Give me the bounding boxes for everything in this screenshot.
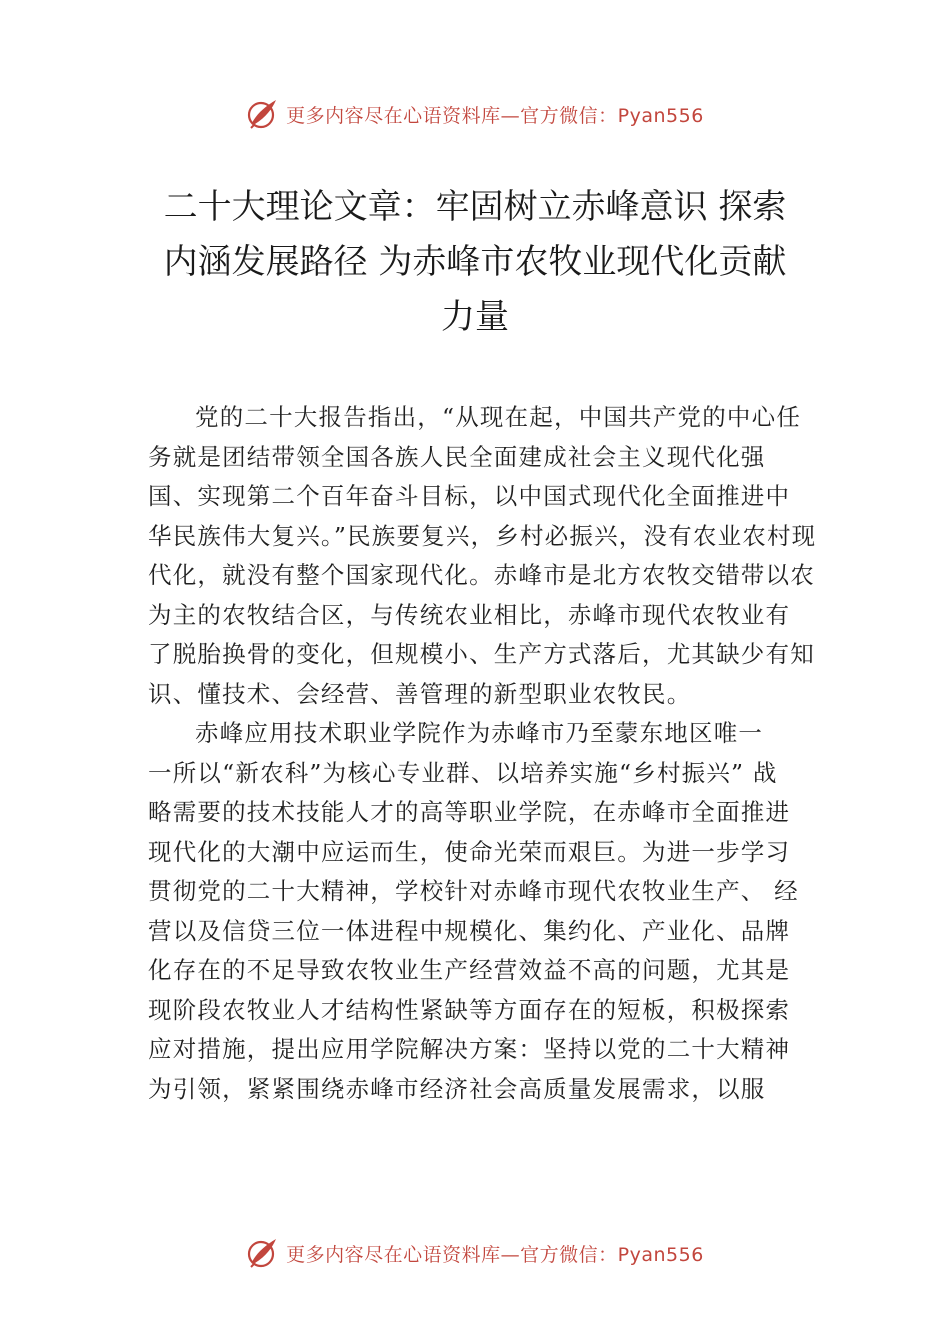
- paragraph-line: 赤峰应用技术职业学院作为赤峰市乃至蒙东地区唯一: [195, 719, 764, 747]
- header-banner-text: 更多内容尽在心语资料库—官方微信：Pyan556: [286, 104, 704, 127]
- paragraph-line: 党的二十大报告指出，“从现在起，中国共产党的中心任: [195, 403, 802, 431]
- footer-banner-text: 更多内容尽在心语资料库—官方微信：Pyan556: [286, 1243, 704, 1266]
- paragraph-line: 识、懂技术、会经营、善管理的新型职业农牧民。: [148, 679, 692, 708]
- title-line: 力量: [441, 297, 509, 337]
- paragraph-line: 为主的农牧结合区，与传统农业相比，赤峰市现代农牧业有: [148, 600, 791, 629]
- paragraph-line: 为引领，紧紧围绕赤峰市经济社会高质量发展需求，以服: [148, 1074, 766, 1103]
- paragraph-line: 一所以“新农科”为核心专业群、以培养实施“乡村振兴” 战: [148, 758, 778, 787]
- wechat-id: Pyan556: [617, 104, 704, 127]
- article-body: [148, 398, 828, 1109]
- header-banner: [0, 94, 950, 134]
- paragraph-line: 务就是团结带领全国各族人民全面建成社会主义现代化强: [148, 442, 766, 471]
- paragraph-line: 现阶段农牧业人才结构性紧缺等方面存在的短板，积极探索: [148, 995, 791, 1024]
- paragraph-line: 华民族伟大复兴。”民族要复兴，乡村必振兴，没有农业农村现: [148, 521, 817, 550]
- paragraph-line: 营以及信贷三位一体进程中规模化、集约化、产业化、品牌: [148, 916, 791, 945]
- paragraph-line: 贯彻党的二十大精神，学校针对赤峰市现代农牧业生产、 经: [148, 877, 799, 905]
- paragraph-line: 代化，就没有整个国家现代化。赤峰市是北方农牧交错带以农: [148, 561, 815, 589]
- quill-logo-icon: [246, 97, 280, 131]
- footer-banner: [0, 1233, 950, 1273]
- page-title: [140, 180, 810, 345]
- title-line: 内涵发展路径 为赤峰市农牧业现代化贡献: [163, 242, 787, 282]
- paragraph-line: 略需要的技术技能人才的高等职业学院，在赤峰市全面推进: [148, 798, 791, 826]
- paragraph-line: 了脱胎换骨的变化，但规模小、生产方式落后，尤其缺少有知: [148, 640, 815, 668]
- paragraph-line: 现代化的大潮中应运而生，使命光荣而艰巨。为进一步学习: [148, 837, 791, 866]
- quill-logo-icon: [246, 1236, 280, 1270]
- title-line: 二十大理论文章：牢固树立赤峰意识 探索: [163, 187, 787, 227]
- paragraph-line: 国、实现第二个百年奋斗目标，以中国式现代化全面推进中: [148, 482, 791, 510]
- paragraph-line: 化存在的不足导致农牧业生产经营效益不高的问题，尤其是: [148, 956, 791, 984]
- paragraph-line: 应对措施，提出应用学院解决方案：坚持以党的二十大精神: [148, 1035, 791, 1063]
- wechat-id: Pyan556: [617, 1243, 704, 1266]
